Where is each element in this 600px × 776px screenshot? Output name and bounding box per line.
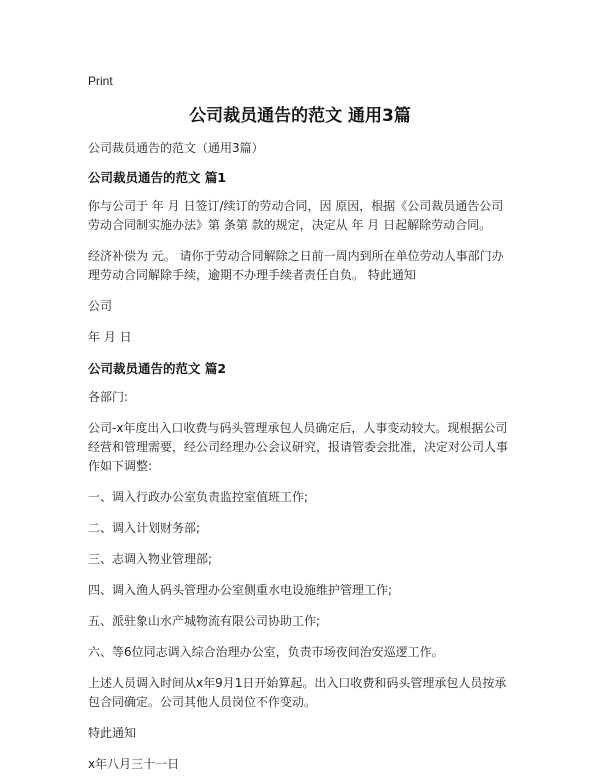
document-subtitle: 公司裁员通告的范文（通用3篇） xyxy=(88,141,264,155)
list-item: 一、调入行政办公室负责监控室值班工作; xyxy=(88,490,309,504)
list-item: 五、派驻象山水产城物流有限公司协助工作; xyxy=(88,614,321,628)
section-2-date: x年八月三十一日 xyxy=(88,757,180,771)
section-1-paragraph-2: 经济补偿为 元。 请你于劳动合同解除之日前一周内到所在单位劳动人事部门办理劳动合同解除手续，逾期不办理手续者责任自负。 特此通知 xyxy=(88,249,504,282)
section-1-date: 年 月 日 xyxy=(88,330,132,344)
section-2-notice: 特此通知 xyxy=(88,726,137,740)
section-2-heading: 公司裁员通告的范文 篇2 xyxy=(88,361,227,376)
document-title: 公司裁员通告的范文 通用3篇 xyxy=(189,106,411,126)
list-item: 六、等6位同志调入综合治理办公室，负责市场夜间治安巡逻工作。 xyxy=(88,645,444,659)
list-item: 三、志调入物业管理部; xyxy=(88,552,213,566)
print-link[interactable]: Print xyxy=(88,74,113,88)
list-item: 四、调入渔人码头管理办公室侧重水电设施维护管理工作; xyxy=(88,583,393,597)
section-2-intro: 公司-x年度出入口收费与码头管理承包人员确定后，人事变动较大。现根据公司经营和管理需要，经公司经理办公会议研究，报请管委会批准，决定对公司人事作如下调整: xyxy=(88,421,509,473)
section-1-paragraph-1: 你与公司于 年 月 日签订/续订的劳动合同，因 原因，根据《公司裁员通告公司劳动合同制实施办法》第 条第 款的规定，决定从 年 月 日起解除劳动合同。 xyxy=(88,199,504,232)
section-1-signature: 公司 xyxy=(88,299,113,313)
section-2-closing: 上述人员调入时间从x年9月1日开始算起。出入口收费和码头管理承包人员按承包合同确定。公司其他人员岗位不作变动。 xyxy=(88,676,507,709)
section-1-heading: 公司裁员通告的范文 篇1 xyxy=(88,170,227,185)
list-item: 二、调入计划财务部; xyxy=(88,521,201,535)
section-2-salutation: 各部门: xyxy=(88,390,129,404)
